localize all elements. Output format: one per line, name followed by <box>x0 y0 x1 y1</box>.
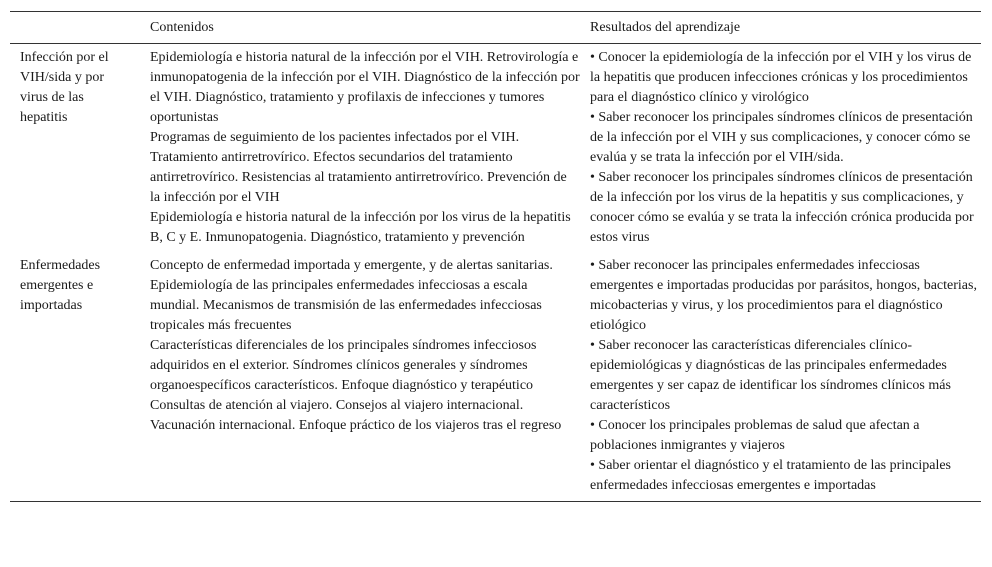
outcome-item: • Saber reconocer las principales enfermedades infecciosas emergentes e importadas producidas por parásitos, hongos, bacterias, micobacterias y virus, y los procedimientos para el diagnóstico etiológico <box>590 258 977 333</box>
table-header-row <box>10 12 981 44</box>
row-outcomes <box>580 252 981 502</box>
outcome-item: • Conocer los principales problemas de salud que afectan a poblaciones inmigrantes y viajeros <box>590 418 920 453</box>
content-item: Consultas de atención al viajero. Consejos al viajero internacional. Vacunación internacional. Enfoque práctico de los viajeros tras el regreso <box>150 398 562 433</box>
outcome-item: • Saber orientar el diagnóstico y el tratamiento de las principales enfermedades infecciosas emergentes e importadas <box>590 458 951 493</box>
row-contents <box>140 44 580 253</box>
row-outcomes <box>580 44 981 253</box>
content-item: Epidemiología e historia natural de la infección por los virus de la hepatitis B, C y E. Inmunopatogenia. Diagnóstico, tratamiento y prevención <box>150 210 571 245</box>
row-contents <box>140 252 580 502</box>
content-item: Características diferenciales de los principales síndromes infecciosos adquiridos en el exterior. Síndromes clínicos generales y síndromes organoespecíficos característicos. Enfoque diagnóstico y terapéutico <box>150 338 537 393</box>
outcome-item: • Saber reconocer las características diferenciales clínico-epidemiológicas y diagnósticas de las principales enfermedades emergentes y ser capaz de identificar los síndromes clínicos más característicos <box>590 338 951 413</box>
table-row <box>10 252 981 502</box>
outcome-item: • Conocer la epidemiología de la infección por el VIH y los virus de la hepatitis que producen infecciones crónicas y los procedimientos para el diagnóstico clínico y virológico <box>590 50 972 105</box>
row-topic-emerging-imported: Enfermedades emergentes e importadas <box>20 258 101 313</box>
content-item: Programas de seguimiento de los pacientes infectados por el VIH. Tratamiento antirretrovírico. Efectos secundarios del tratamiento antirretrovírico. Resistencias al tratamiento antirretrovírico. Prevención de la infección por el VIH <box>150 130 567 205</box>
header-outcomes: Resultados del aprendizaje <box>590 20 741 35</box>
outcome-item: • Saber reconocer los principales síndromes clínicos de presentación de la infección por los virus de la hepatitis y sus complicaciones, y conocer cómo se evalúa y se trata la infección crónica producida por estos virus <box>590 170 974 245</box>
header-contents: Contenidos <box>150 20 214 35</box>
content-item: Epidemiología e historia natural de la infección por el VIH. Retrovirología e inmunopatogenia de la infección por el VIH. Diagnóstico de la infección por el VIH. Diagnóstico, tratamiento y profilaxis de infecciones y tumores oportunistas <box>150 50 580 125</box>
curriculum-table-wrapper <box>10 11 981 502</box>
content-item: Concepto de enfermedad importada y emergente, y de alertas sanitarias. Epidemiología de las principales enfermedades infecciosas a escala mundial. Mecanismos de transmisión de las enfermedades infecciosas tropicales más frecuentes <box>150 258 553 333</box>
outcome-item: • Saber reconocer los principales síndromes clínicos de presentación de la infección por el VIH y sus complicaciones, y conocer cómo se evalúa y se trata la infección por el VIH/sida. <box>590 110 973 165</box>
table-row <box>10 44 981 253</box>
curriculum-table <box>10 11 981 502</box>
row-topic-hiv-hepatitis: Infección por el VIH/sida y por virus de las hepatitis <box>20 50 109 125</box>
header-topic <box>10 12 140 44</box>
